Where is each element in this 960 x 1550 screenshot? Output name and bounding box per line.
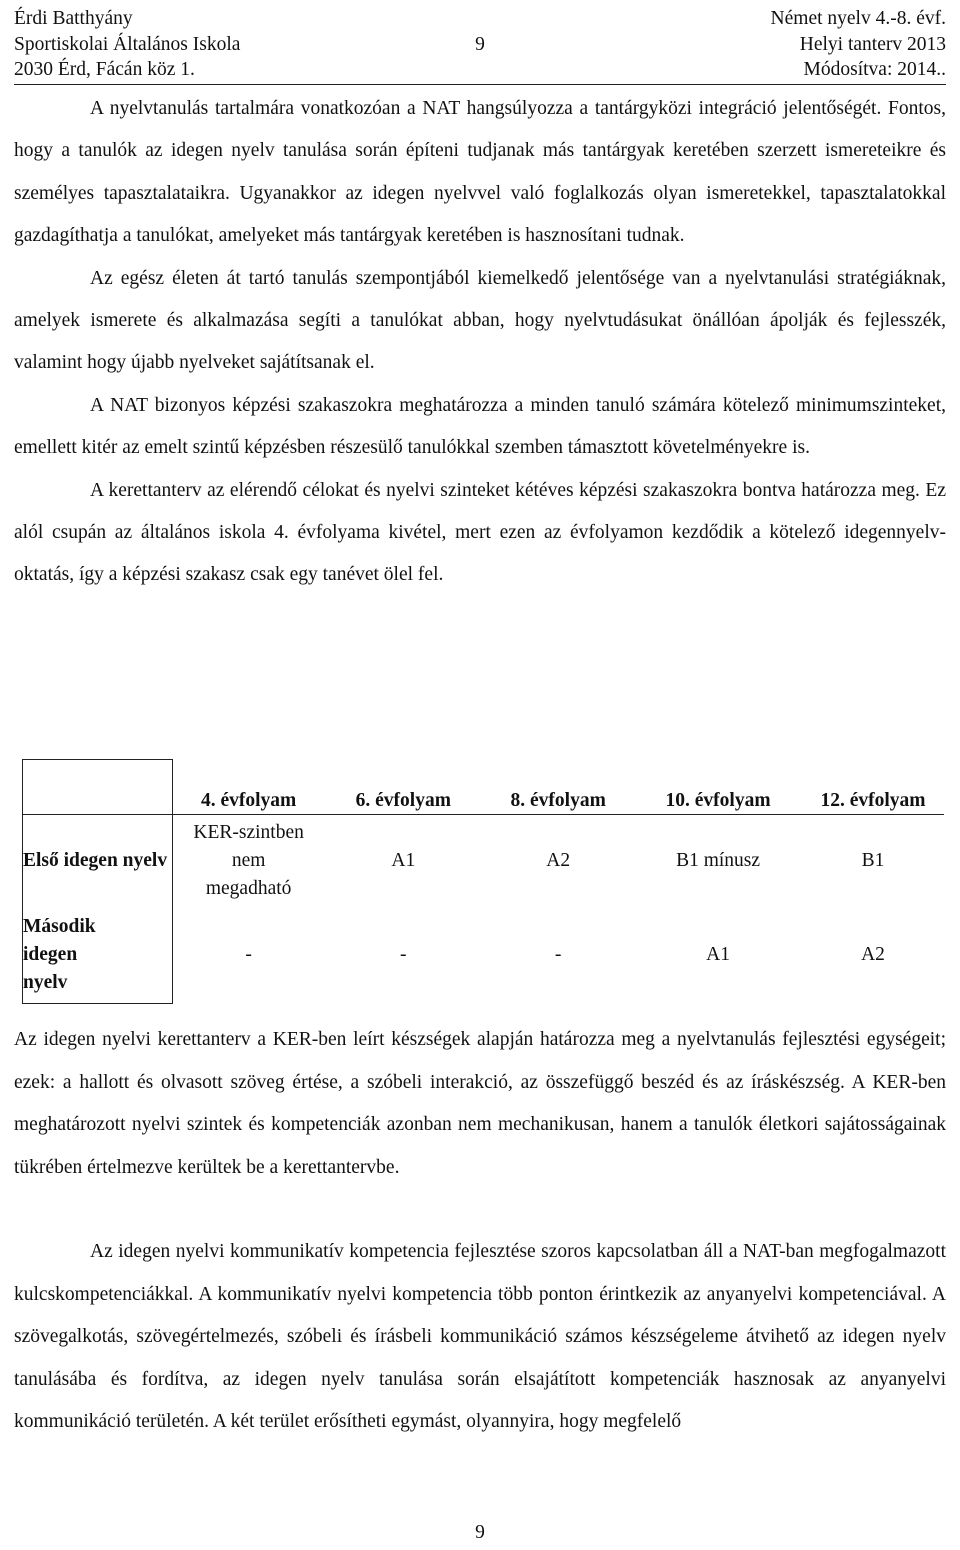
cell-text: KER-szintben nem megadható: [193, 822, 304, 899]
modified-date: Módosítva: 2014..: [803, 59, 946, 80]
column-header: 4. évfolyam: [172, 760, 324, 815]
header-rule: [14, 84, 946, 85]
body-text-top: [14, 88, 946, 597]
row-header: Első idegen nyelv: [23, 815, 173, 908]
table-cell: -: [245, 944, 252, 966]
header-page-number: 9: [475, 33, 485, 55]
footer-page-number: 9: [475, 1522, 485, 1543]
column-header: 6. évfolyam: [324, 760, 482, 815]
school-address: 2030 Érd, Fácán köz 1.: [14, 59, 195, 80]
school-name: Érdi Batthyány: [14, 8, 133, 29]
paragraph: Az idegen nyelvi kommunikatív kompetencia fejlesztése szoros kapcsolatban áll a NAT-ban megfogalmazott kulcskompetenciákkal. A kommunikatív nyelvi kompetencia több ponton érintkezik az anyanyelvi kompetenciával. A szövegalkotás, szövegértelmezés, szóbeli és írásbeli kommunikáció számos készségeleme átvihető az idegen nyelv tanulásába és fordítva, az idegen nyelv tanulása során elsajátított kompetenciák hasznosak az anyanyelvi kommunikáció területén. A két terület erősítheti egymást, olyannyira, hogy megfelelő: [14, 1241, 946, 1432]
subject-title: Német nyelv 4.-8. évf.: [770, 8, 946, 29]
school-type: Sportiskolai Általános Iskola: [14, 33, 241, 55]
column-header: 12. évfolyam: [802, 760, 944, 815]
paragraph: A kerettanterv az elérendő célokat és nyelvi szinteket kétéves képzési szakaszokra bontva határozza meg. Ez alól csupán az általános iskola 4. évfolyama kivétel, mert ezen az évfolyamon kezdődik a kötelező idegennyelv-oktatás, így a képzési szakasz csak egy tanévet ölel fel.: [14, 479, 946, 586]
table-corner-cell: [23, 760, 173, 815]
paragraph: Az idegen nyelvi kerettanterv a KER-ben leírt készségek alapján határozza meg a nyelvtanulás fejlesztési egységeit; ezek: a hallott és olvasott szöveg értése, a szóbeli interakció, az összefüggő beszéd és az íráskészség. A KER-ben meghatározott nyelvi szintek és kompetenciák azonban nem mechanikusan, hanem a tanulók életkori sajátosságainak tükrében értelmezve kerültek be a kerettantervbe.: [14, 1029, 946, 1178]
table-cell: A2: [861, 944, 885, 966]
table-cell: -: [400, 944, 407, 966]
table-row: [23, 815, 945, 908]
table-cell: B1 mínusz: [676, 850, 761, 871]
column-header: 10. évfolyam: [634, 760, 802, 815]
paragraph: A NAT bizonyos képzési szakaszokra meghatározza a minden tanuló számára kötelező minimumszinteket, emellett kitér az emelt szintű képzésben részesülő tanulókkal szemben támasztott követelményekre is.: [14, 394, 946, 459]
table-cell: -: [554, 944, 562, 966]
row-header: [23, 907, 173, 1004]
language-levels-table: [22, 759, 944, 1004]
table-cell: B1: [861, 850, 885, 871]
paragraph: Az egész életen át tartó tanulás szempontjából kiemelkedő jelentősége van a nyelvtanulási stratégiáknak, amelyek ismerete és alkalmazása segíti a tanulókat abban, hogy nyelvtudásukat önállóan ápolják és fejlesszék, valamint hogy újabb nyelveket sajátítsanak el.: [14, 267, 946, 374]
table-cell: A1: [391, 850, 416, 871]
table-cell: [172, 815, 324, 908]
table-header-row: [23, 760, 945, 815]
table-cell: A1: [706, 944, 730, 966]
page-header: [14, 6, 946, 92]
body-text-bottom: [14, 1231, 946, 1444]
curriculum-label: Helyi tanterv 2013: [799, 33, 946, 55]
body-text-after-table: [14, 1019, 946, 1189]
table-cell: A2: [546, 850, 571, 871]
paragraph: A nyelvtanulás tartalmára vonatkozóan a NAT hangsúlyozza a tantárgyközi integráció jelentőségét. Fontos, hogy a tanulók az idegen nyelv tanulása során építeni tudjanak más tantárgyak keretében szerzett ismereteikre és személyes tapasztalataikra. Ugyanakkor az idegen nyelvvel való foglalkozás olyan ismeretekkel, tapasztalatokkal gazdagíthatja a tanulókat, amelyeket más tantárgyak keretében is hasznosítani tudnak.: [14, 98, 946, 247]
column-header: 8. évfolyam: [482, 760, 634, 815]
table-row: [23, 907, 945, 1004]
row-header-text: Második idegen nyelv: [23, 916, 96, 993]
